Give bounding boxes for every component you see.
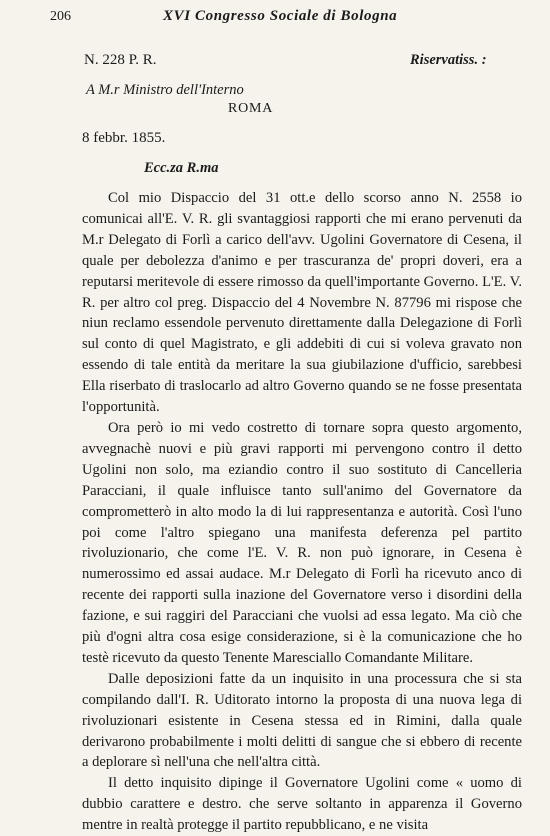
letter-date: 8 febbr. 1855.	[82, 130, 166, 146]
letter-reference: N. 228 P. R.	[84, 52, 157, 68]
body-paragraph: Col mio Dispaccio del 31 ott.e dello scorso anno N. 2558 io comunicai all'E. V. R. gli svantaggiosi rapporti che mi erano pervenuti da M.r Delegato di Forlì a carico dell'avv. Ugolini Governatore di Cesena, il quale per debolezza d'animo e per trascuranza de' propri doveri, era a reputarsi meritevole di essere rimosso da quell'importante Governo. L'E. V. R. per altro col preg. Dispaccio del 4 Novembre N. 87796 mi rispose che niun reclamo essendole pervenuto direttamente dalla Delegazione di Forlì sul conto di quel Magistrato, e gli addebiti di cui si voleva gravato non essendo di tale entità da meritare la sua giubilazione d'ufficio, sarebbesi Ella riserbato di traslocarlo ad altro Governo quando se ne fosse presentata l'opportunità.	[82, 190, 522, 416]
page-number: 206	[50, 9, 71, 24]
body-paragraph: Ora però io mi vedo costretto di tornare sopra questo argomento, avvegnachè nuovi e più gravi rapporti mi pervengono contro il detto Ugolini non solo, ma eziandio contro il suo sostituto di Cancelleria Paracciani, il quale influisce tanto sull'animo del Governatore da comprometterò in alto modo la di lui rappresentanza e autorità. Così l'uno poi come l'altro spiegano una manifesta deferenza pel partito rivoluzionario, che come l'E. V. R. non può ignorare, in Cesena è numerossimo ed assai audace. M.r Delegato di Forlì ha ricevuto anco di recente dei rapporti sulla inazione del Governatore verso i disordini della fazione, e sui raggiri del Paracciani che vuolsi ad essa legato. Ma ciò che più d'ogni altra cosa esige considerazione, si è la comunicazione che ho testè ricevuto da questo Tenente Maresciallo Comandante Militare.	[82, 419, 522, 666]
classification-mark: Riservatiss. :	[410, 52, 487, 68]
letter-body	[82, 188, 522, 836]
letter-addressee: A M.r Ministro dell'Interno	[86, 82, 244, 98]
salutation: Ecc.za R.ma	[144, 160, 219, 176]
running-title: XVI Congresso Sociale di Bologna	[163, 8, 398, 24]
letter-city: ROMA	[228, 101, 274, 116]
body-paragraph: Dalle deposizioni fatte da un inquisito in una processura che si sta compilando dall'I. R. Uditorato intorno la proposta di una nuova lega di rivoluzionari esistente in Cesena stessa ed in Rimini, dalla quale derivarono probabilmente i molti delitti di sangue che si ebbero di recente a deplorare sì nell'una che nell'altra città.	[82, 670, 522, 771]
page-header	[0, 8, 550, 32]
body-paragraph: Il detto inquisito dipinge il Governatore Ugolini come « uomo di dubbio carattere e destro. che serve soltanto in apparenza il Governo mentre in realtà protegge il partito repubblicano, e ne visita	[82, 775, 522, 834]
